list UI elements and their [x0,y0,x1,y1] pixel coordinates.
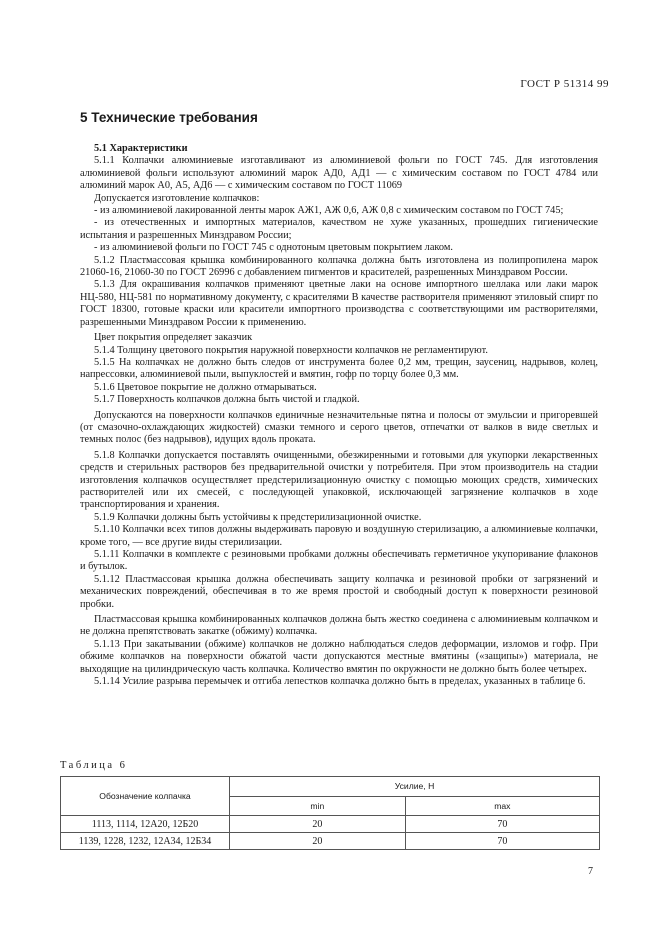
list-item: - из алюминиевой фольги по ГОСТ 745 с однотоным цветовым покрытием лаком. [94,242,453,254]
paragraph-color: Цвет покрытия определяет заказчик [94,332,253,344]
list-item: - из отечественных и импортных материалов, качеством не хуже указанных, прошедших гигиенические испытания и разрешенных Минздравом России; [80,217,598,241]
cell-max: 70 [405,833,599,850]
paragraph-combined: Пластмассовая крышка комбинированных колпачков должна быть жестко соединена с алюминиевым колпачком и не должна препятствовать закатке (обжиму) колпачка. [80,614,598,638]
paragraph-allowed: Допускается изготовление колпачков: [94,192,260,204]
paragraph-stains: Допускаются на поверхности колпачков единичные незначительные пятна и полосы от эмульсии и пригоревшей (от смазочно-охлаждающих жидкостей) смазки темного и серого цветов, отпечатки от валков в виде светлых и темных полос (без надрывов), идущих вдоль проката. [80,409,598,446]
header-min: min [230,796,406,816]
cell-designation: 1113, 1114, 12А20, 12Б20 [61,816,230,833]
table-row [61,816,600,833]
paragraph-5-1-2: 5.1.2 Пластмассовая крышка комбинированного колпачка должна быть изготовлена из полипропилена марок 21060-16, 21060-30 по ГОСТ 26996 с добавлением пигментов и красителей, разрешенных Минздравом России. [80,254,598,279]
subsection-heading [80,143,598,155]
cell-min: 20 [230,816,406,833]
document-body [80,140,598,688]
paragraph-5-1-5: 5.1.5 На колпачках не должно быть следов от инструмента более 0,2 мм, трещин, заусениц, надрывов, колец, напрессовки, алюминиевой пыли, выпуклостей и вмятин, гофр по торцу более 0,3 мм. [80,356,598,381]
paragraph-5-1-11: 5.1.11 Колпачки в комплекте с резиновыми пробками должны обеспечивать герметичное укупоривание флаконов и бутылок. [80,549,598,573]
cell-max: 70 [405,816,599,833]
paragraph-5-1-13: 5.1.13 При закатывании (обжиме) колпачков не должно наблюдаться следов деформации, изломов и гофр. При обжиме колпачков на поверхности обжатой части допускаются местные вмятины («защипы») материала, не выходящие на цилиндрическую часть колпачка. Количество вмятин по окружности не должно быть более четырех. [80,638,598,675]
paragraph-5-1-7: 5.1.7 Поверхность колпачков должна быть чистой и гладкой. [94,394,360,406]
subsection-title: 5.1 Характеристики [94,143,188,154]
cell-min: 20 [230,833,406,850]
paragraph-5-1-3: 5.1.3 Для окрашивания колпачков применяют цветные лаки на основе импортного шеллака или лаки марок НЦ-580, НЦ-581 по нормативному документу, с красителями В качестве растворителя применяют этиловый спирт по ГОСТ 18300, готовые краски или красители импортного производства с соответствующими им растворителями, разрешенными Минздравом России к применению. [80,279,598,328]
paragraph-5-1-8: 5.1.8 Колпачки допускается поставлять очищенными, обезжиренными и готовыми для укупорки лекарственных средств и стерильных растворов без предварительной очистки у потребителя. При этом производитель на стадии изготовления колпачков осуществляет предстерилизационную очистку с помощью моющих средств, химических растворителей или их смесей, с последующей упаковкой, исключающей загрязнение колпачков в ходе транспортирования и хранения. [80,449,598,511]
header-force: Усилие, Н [230,777,600,797]
paragraph-5-1-10: 5.1.10 Колпачки всех типов должны выдерживать паровую и воздушную стерилизацию, а алюминиевые колпачки, кроме того, — все другие виды стерилизации. [80,524,598,548]
header-max: max [405,796,599,816]
list-item: - из алюминиевой лакированной ленты марок АЖ1, АЖ 0,6, АЖ 0,8 с химическим составом по ГОСТ 745; [94,205,564,217]
table-caption: Таблица 6 [60,760,128,771]
table-row [61,833,600,850]
paragraph-5-1-9: 5.1.9 Колпачки должны быть устойчивы к предстерилизационной очистке. [94,511,422,523]
page-header: ГОСТ Р 51314 99 [520,78,609,90]
paragraph-5-1-1: 5.1.1 Колпачки алюминиевые изготавливают из алюминиевой фольги по ГОСТ 745. Для изготовления алюминиевой фольги используют алюминий марок АД0, АД1 — с химическим составом по ГОСТ 4784 или алюминий марок А0, А5, АД6 — с химическим составом по ГОСТ 11069 [80,155,598,192]
paragraph-5-1-4: 5.1.4 Толщину цветового покрытия наружной поверхности колпачков не регламентируют. [94,344,488,356]
header-designation: Обозначение колпачка [61,777,230,816]
paragraph-5-1-12: 5.1.12 Пластмассовая крышка должна обеспечивать защиту колпачка и резиновой пробки от загрязнений и механических повреждений, обеспечивая в то же время простой и свободный доступ к поверхности резиновой пробки. [80,573,598,610]
table-6 [60,776,600,850]
cell-designation: 1139, 1228, 1232, 12А34, 12Б34 [61,833,230,850]
section-title: 5 Технические требования [80,110,258,125]
paragraph-5-1-14: 5.1.14 Усилие разрыва перемычек и отгиба лепестков колпачка должно быть в пределах, указанных в таблице 6. [94,676,586,688]
page-number: 7 [588,866,593,877]
paragraph-5-1-6: 5.1.6 Цветовое покрытие не должно отмарываться. [94,381,317,393]
